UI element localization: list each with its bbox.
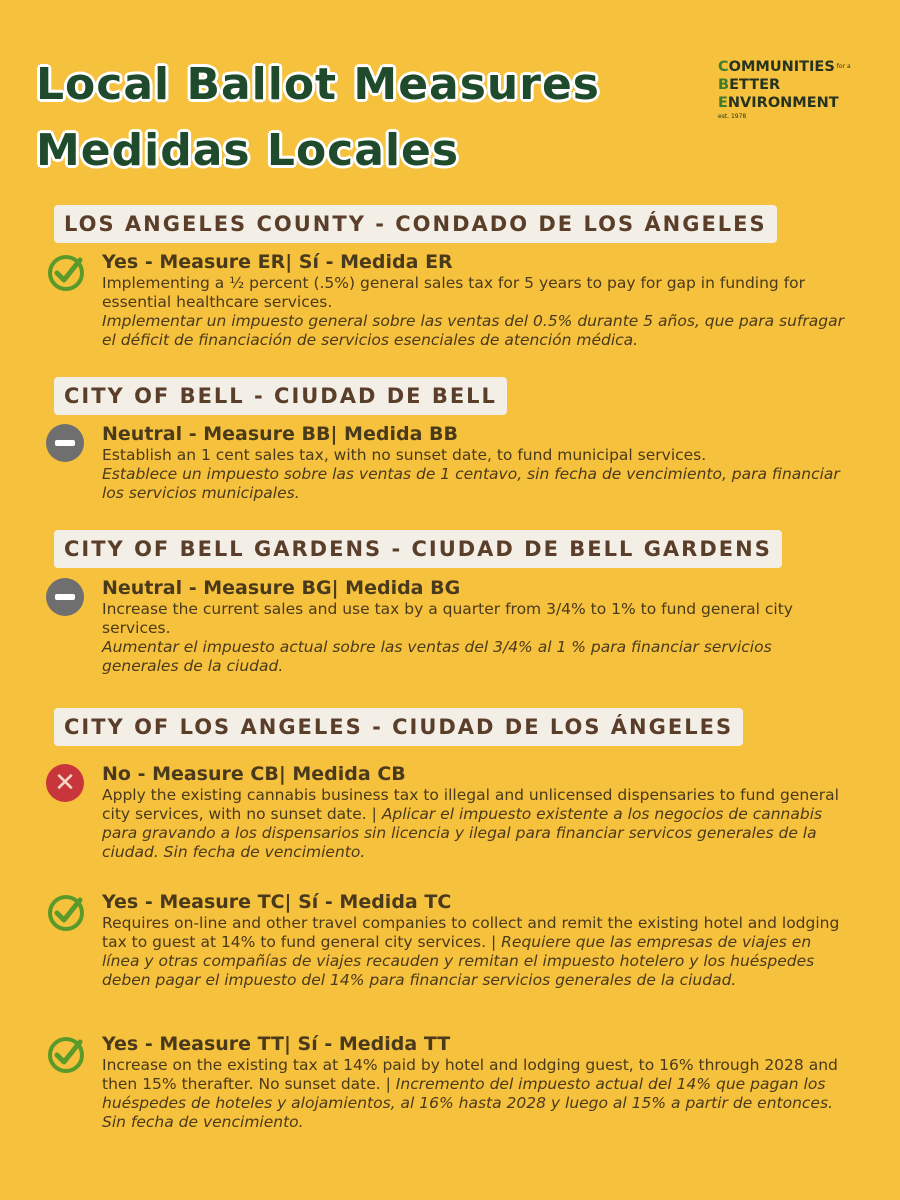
title-spanish: Medidas Locales	[36, 125, 460, 176]
measure-er	[46, 250, 846, 350]
measure-description-en: Increase the current sales and use tax by a quarter from 3/4% to 1% to fund general city services.	[102, 600, 793, 637]
section-header-bell-gardens: CITY OF BELL GARDENS - CIUDAD DE BELL GARDENS	[54, 530, 782, 568]
logo-fora: for a	[836, 63, 851, 70]
logo-word: OMMUNITIES	[728, 59, 835, 75]
measure-title: Yes - Measure TC| Sí - Medida TC	[102, 891, 452, 913]
measure-description-es: Aplicar el impuesto existente a los negocios de cannabis para gravando a los dispensarios sin licencia y ilegal para financiar servicos generales de la ciudad. Sin fecha de vencimiento.	[102, 805, 823, 861]
section-header-los-angeles: CITY OF LOS ANGELES - CIUDAD DE LOS ÁNGELES	[54, 708, 743, 746]
measure-title: Neutral - Measure BB| Medida BB	[102, 423, 458, 445]
section-header-bell: CITY OF BELL - CIUDAD DE BELL	[54, 377, 507, 415]
measure-description-es: Incremento del impuesto actual del 14% que pagan los huéspedes de hoteles y alojamientos, al 16% hasta 2028 y luego al 15% a partir de entonces. Sin fecha de vencimiento.	[102, 1075, 833, 1131]
measure-title: Yes - Measure ER| Sí - Medida ER	[102, 251, 453, 273]
check-icon	[46, 892, 86, 932]
measure-description-en: Establish an 1 cent sales tax, with no sunset date, to fund municipal services.	[102, 446, 707, 464]
measure-description-es: Aumentar el impuesto actual sobre las ventas del 3/4% al 1 % para financiar servicios generales de la ciudad.	[102, 638, 772, 675]
logo-letter: C	[718, 59, 729, 75]
neutral-icon	[46, 578, 86, 618]
measure-description-en: Implementing a ½ percent (.5%) general sales tax for 5 years to pay for gap in funding for essential healthcare services.	[102, 274, 806, 311]
check-icon	[46, 1034, 86, 1074]
measure-description-en: Requires on-line and other travel companies to collect and remit the existing hotel and lodging tax to guest at 14% to fund general city services. |	[102, 914, 840, 951]
measure-bg	[46, 576, 846, 676]
check-icon	[46, 252, 86, 292]
section-header-la-county: LOS ANGELES COUNTY - CONDADO DE LOS ÁNGELES	[54, 205, 777, 243]
measure-tt	[46, 1032, 846, 1132]
logo-word: ETTER	[729, 77, 781, 93]
measure-title: No - Measure CB| Medida CB	[102, 763, 406, 785]
measure-description-en: Increase on the existing tax at 14% paid by hotel and lodging guest, to 16% through 2028 and then 15% therafter. No sunset date. |	[102, 1056, 838, 1093]
measure-cb	[46, 762, 846, 862]
measure-description-es: Establece un impuesto sobre las ventas de 1 centavo, sin fecha de vencimiento, para financiar los servicios municipales.	[102, 465, 840, 502]
logo-letter: E	[718, 95, 728, 111]
logo-established: est. 1978	[718, 113, 747, 120]
cbe-logo	[718, 58, 878, 121]
measure-description-es: Requiere que las empresas de viajes en línea y otras compañías de viajes recauden y remitan el impuesto hotelero y los huéspedes deben pagar el impuesto del 14% para financiar servicios generales de la ciudad.	[102, 933, 815, 989]
x-icon: ✕	[46, 764, 86, 804]
measure-description-en: Apply the existing cannabis business tax to illegal and unlicensed dispensaries to fund general city services, with no sunset date. |	[102, 786, 839, 823]
measure-description-es: Implementar un impuesto general sobre las ventas del 0.5% durante 5 años, que para sufragar el déficit de financiación de servicios esenciales de atención médica.	[102, 312, 844, 349]
title-english: Local Ballot Measures	[36, 59, 600, 110]
neutral-icon	[46, 424, 86, 464]
measure-tc	[46, 890, 846, 990]
logo-word: NVIRONMENT	[727, 95, 839, 111]
measure-title: Neutral - Measure BG| Medida BG	[102, 577, 461, 599]
measure-title: Yes - Measure TT| Sí - Medida TT	[102, 1033, 451, 1055]
logo-letter: B	[718, 77, 730, 93]
page-title	[36, 52, 600, 184]
measure-bb	[46, 422, 846, 503]
